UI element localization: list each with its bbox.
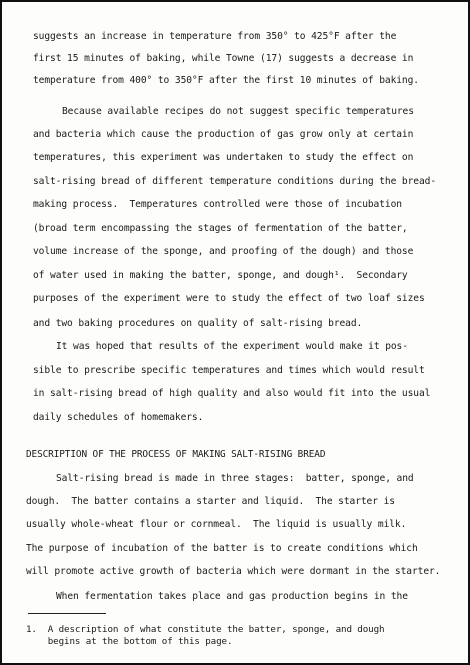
text-line: daily schedules of homemakers. — [33, 412, 204, 423]
footnote-line: 1. A description of what constitute the batter, sponge, and dough — [26, 624, 385, 635]
text-line: purposes of the experiment were to study the effect of two loaf sizes — [33, 293, 425, 304]
text-line: and two baking procedures on quality of salt-rising bread. — [33, 318, 363, 329]
text-line: of water used in making the batter, sponge, and dough¹. Secondary — [33, 270, 408, 281]
text-line: dough. The batter contains a starter and liquid. The starter is — [26, 496, 395, 507]
text-line: When fermentation takes place and gas production begins in the — [56, 591, 408, 602]
text-line: sible to prescribe specific temperatures and times which would result — [33, 365, 425, 376]
text-line: Salt-rising bread is made in three stages: batter, sponge, and — [56, 473, 414, 484]
text-line: first 15 minutes of baking, while Towne (17) suggests a decrease in — [33, 53, 414, 64]
text-line: making process. Temperatures controlled were those of incubation — [33, 199, 402, 210]
footnote-line: begins at the bottom of this page. — [26, 636, 233, 647]
footnote-rule — [28, 613, 106, 614]
text-line: and bacteria which cause the production of gas grow only at certain — [33, 129, 414, 140]
text-line: It was hoped that results of the experiment would make it pos- — [56, 341, 408, 352]
text-line: temperature from 400° to 350°F after the first 10 minutes of baking. — [33, 75, 419, 86]
text-line: will promote active growth of bacteria which were dormant in the starter. — [26, 566, 441, 577]
text-line: temperatures, this experiment was undertaken to study the effect on — [33, 152, 414, 163]
text-line: The purpose of incubation of the batter is to create conditions which — [26, 543, 418, 554]
text-line: usually whole-wheat flour or cornmeal. The liquid is usually milk. — [26, 519, 407, 530]
text-line: suggests an increase in temperature from 350° to 425°F after the — [33, 31, 397, 42]
section-heading: DESCRIPTION OF THE PROCESS OF MAKING SALT-RISING BREAD — [26, 449, 326, 460]
text-line: in salt-rising bread of high quality and also would fit into the usual — [33, 388, 431, 399]
text-line: Because available recipes do not suggest specific temperatures — [62, 106, 414, 117]
text-line: salt-rising bread of different temperature conditions during the bread- — [33, 176, 436, 187]
text-line: volume increase of the sponge, and proofing of the dough) and those — [33, 246, 414, 257]
text-line: (broad term encompassing the stages of fermentation of the batter, — [33, 223, 408, 234]
